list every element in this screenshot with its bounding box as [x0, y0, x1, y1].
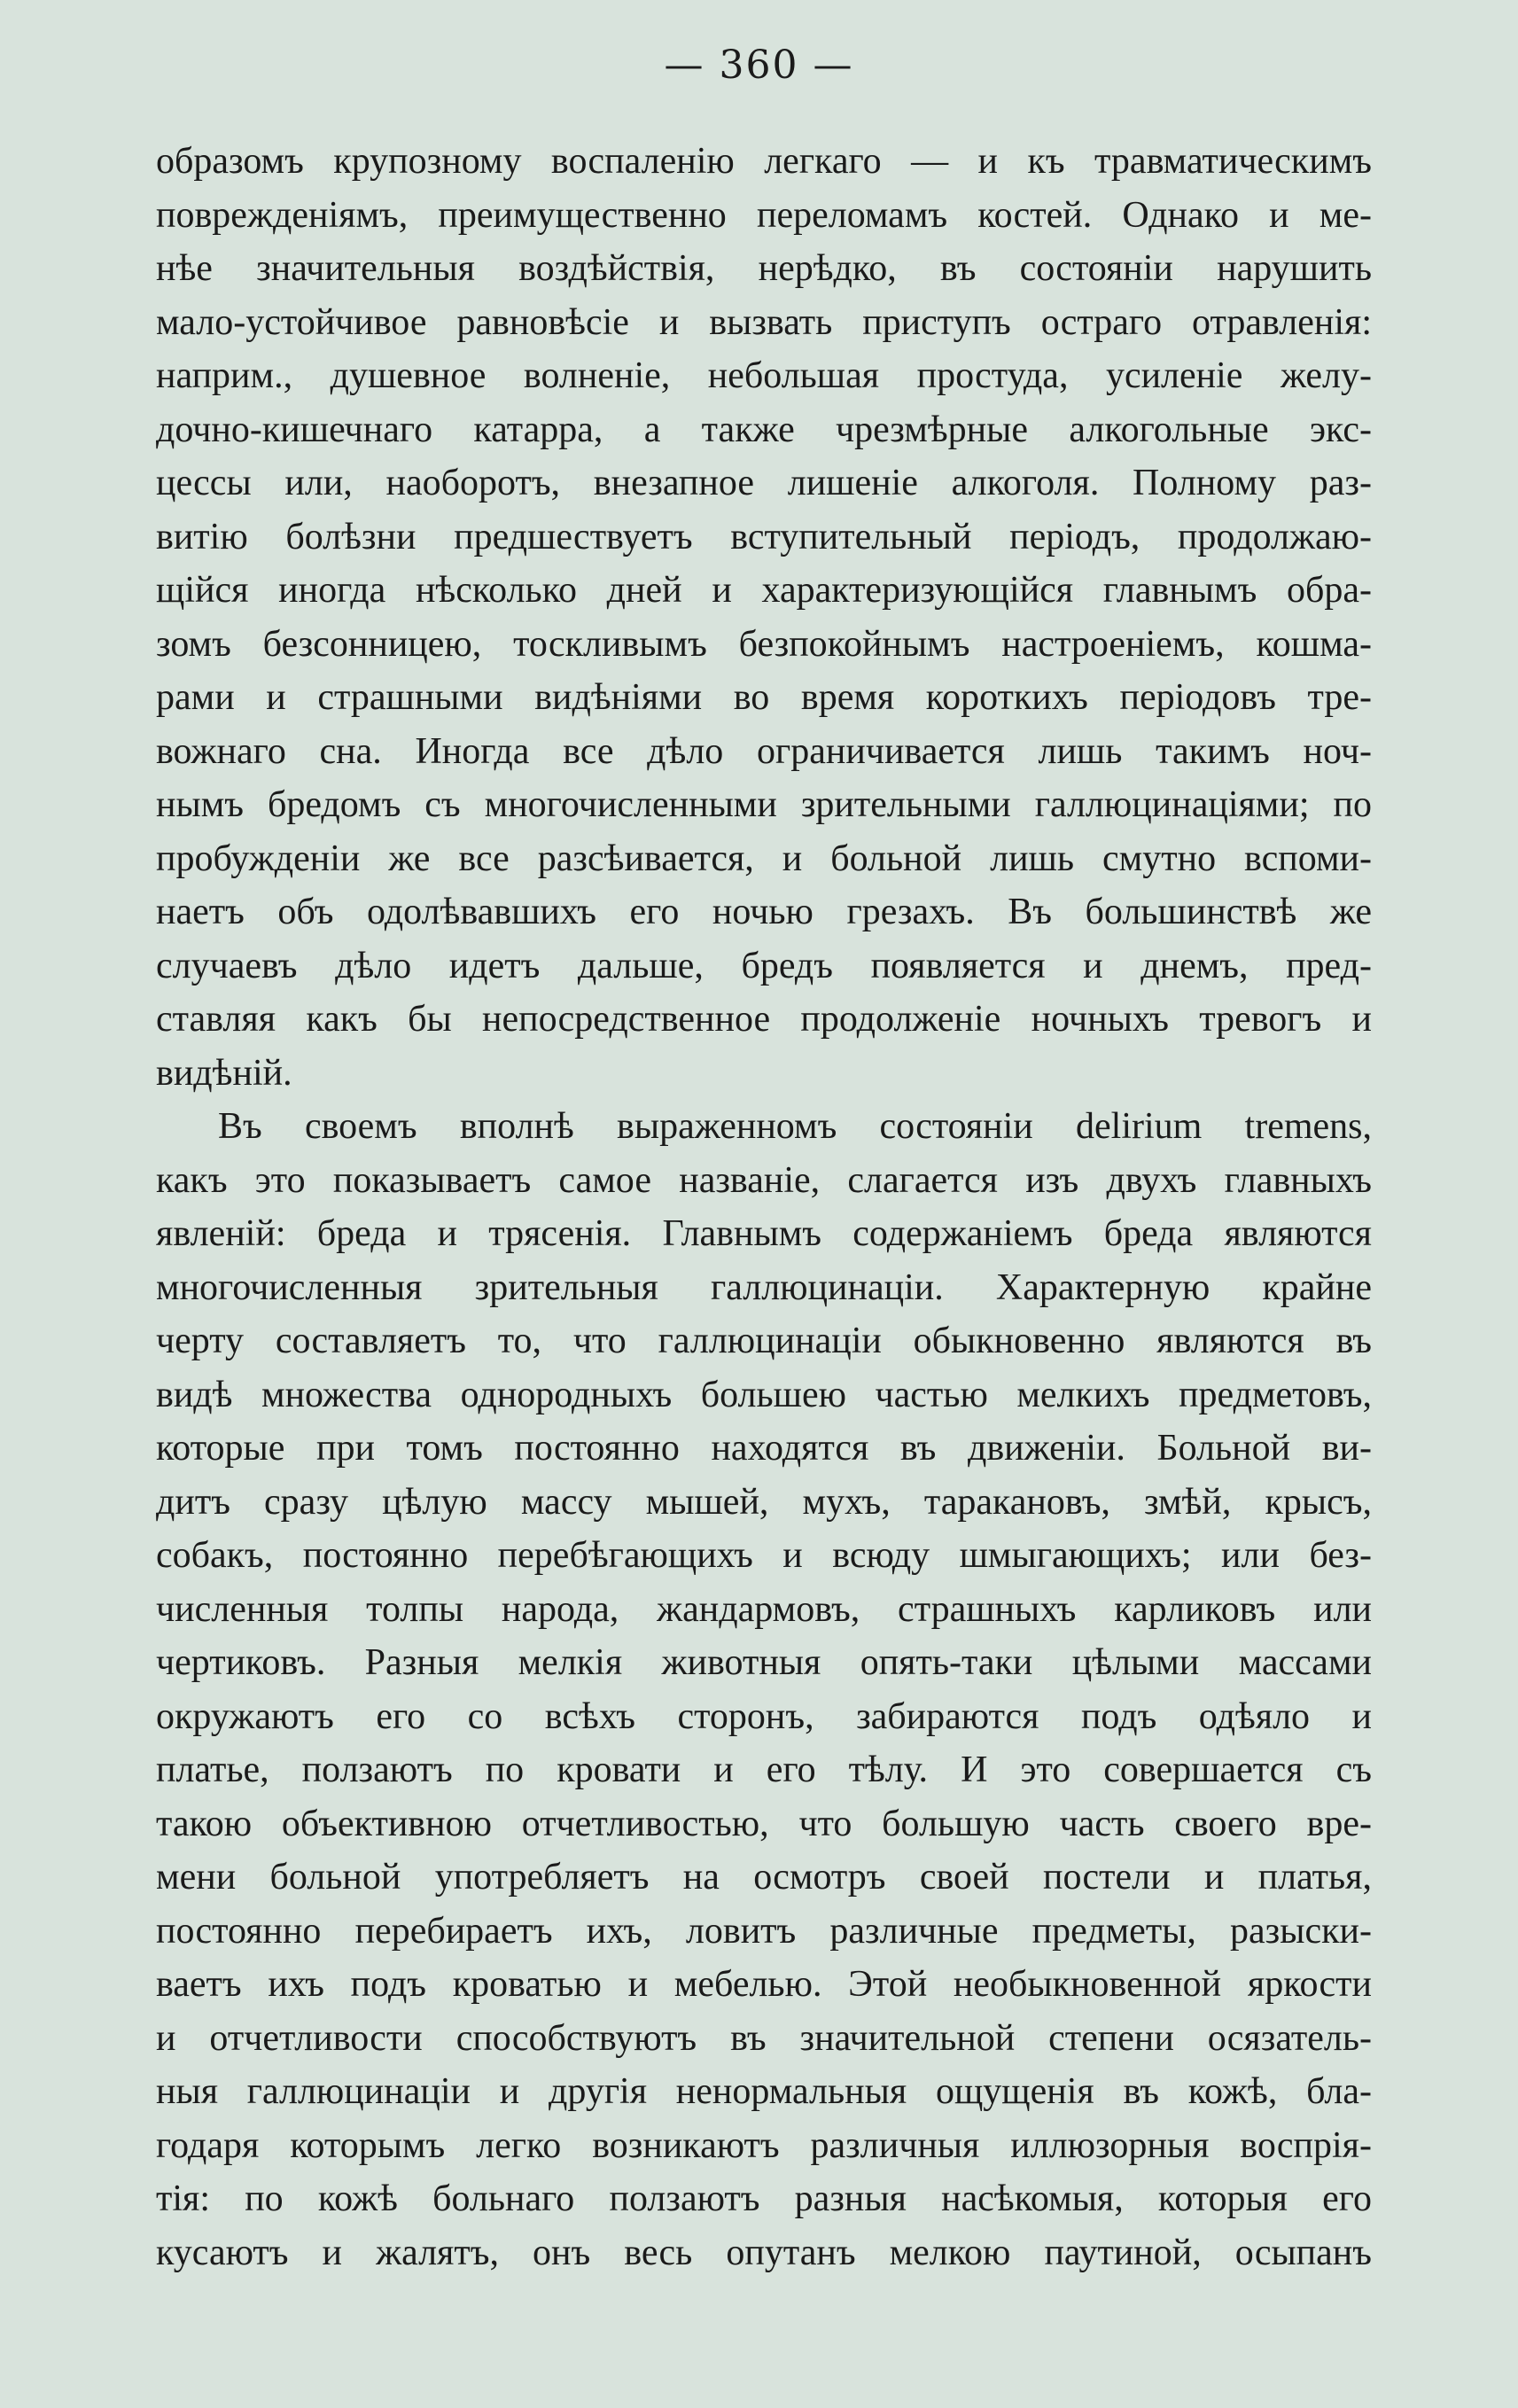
text-line: платье, ползаютъ по кровати и его тѣлу. И это совершается съ	[156, 1750, 1372, 1790]
text-line: постоянно перебираетъ ихъ, ловитъ различные предметы, разыски-	[156, 1910, 1372, 1952]
text-line: тія: по кожѣ больнаго ползаютъ разныя насѣкомыя, которыя его	[156, 2178, 1372, 2219]
text-line: годаря которымъ легко возникаютъ различныя иллюзорныя воспрія-	[156, 2124, 1372, 2166]
text-line: образомъ крупозному воспаленію легкаго — и къ травматическимъ	[156, 141, 1372, 182]
text-line: черту составляетъ то, что галлюцинаціи обыкновенно являются въ	[156, 1321, 1372, 1361]
text-line: чертиковъ. Разныя мелкія животныя опять-таки цѣлыми массами	[156, 1642, 1372, 1683]
text-line: и отчетливости способствуютъ въ значительной степени осязатель-	[156, 2017, 1372, 2059]
text-line: дочно-кишечнаго катарра, а также чрезмѣрные алкогольные экс-	[156, 409, 1372, 450]
text-line: ставляя какъ бы непосредственное продолженіе ночныхъ тревогъ и	[156, 999, 1372, 1040]
text-line: многочисленныя зрительныя галлюцинаціи. Характерную крайне	[156, 1266, 1372, 1308]
text-line: собакъ, постоянно перебѣгающихъ и всюду шмыгающихъ; или без-	[156, 1535, 1372, 1576]
paragraph-1	[156, 135, 1372, 1100]
text-line: щійся иногда нѣсколько дней и характеризующійся главнымъ обра-	[156, 570, 1372, 611]
text-line: кусаютъ и жалятъ, онъ весь опутанъ мелкою паутиной, осыпанъ	[156, 2232, 1372, 2273]
text-line: явленій: бреда и трясенія. Главнымъ содержаніемъ бреда являются	[156, 1213, 1372, 1254]
text-line: которые при томъ постоянно находятся въ движеніи. Больной ви-	[156, 1428, 1372, 1469]
text-line: вожнаго сна. Иногда все дѣло ограничивается лишь такимъ ноч-	[156, 730, 1372, 772]
text-line: цессы или, наоборотъ, внезапное лишеніе алкоголя. Полному раз-	[156, 463, 1372, 503]
text-line: такою объективною отчетливостью, что большую часть своего вре-	[156, 1803, 1372, 1844]
text-line: случаевъ дѣло идетъ дальше, бредъ появляется и днемъ, пред-	[156, 945, 1372, 986]
text-line: витію болѣзни предшествуетъ вступительный періодъ, продолжаю-	[156, 516, 1372, 557]
text-line: пробужденіи же все разсѣивается, и больной лишь смутно вспоми-	[156, 838, 1372, 879]
page-number: — 360 —	[664, 43, 854, 88]
text-line: мало-устойчивое равновѣсіе и вызвать приступъ остраго отравленія:	[156, 301, 1372, 343]
text-line: зомъ безсонницею, тоскливымъ безпокойнымъ настроеніемъ, кошма-	[156, 623, 1372, 665]
text-line: поврежденіямъ, преимущественно переломамъ костей. Однако и ме-	[156, 194, 1372, 236]
body-text	[156, 135, 1372, 2279]
text-line: наприм., душевное волненіе, небольшая простуда, усиленіе желу-	[156, 355, 1372, 396]
text-line: ныя галлюцинаціи и другія ненормальныя ощущенія въ кожѣ, бла-	[156, 2071, 1372, 2112]
text-line: нѣе значительныя воздѣйствія, нерѣдко, въ состояніи нарушить	[156, 248, 1372, 289]
text-line: нымъ бредомъ съ многочисленными зрительными галлюцинаціями; по	[156, 784, 1372, 825]
text-line: дитъ сразу цѣлую массу мышей, мухъ, таракановъ, змѣй, крысъ,	[156, 1481, 1372, 1523]
text-line: мени больной употребляетъ на осмотръ своей постели и платья,	[156, 1857, 1372, 1898]
paragraph-2	[156, 1100, 1372, 2279]
text-line: видѣній.	[156, 1052, 292, 1094]
text-line: рами и страшными видѣніями во время короткихъ періодовъ тре-	[156, 677, 1372, 718]
text-line: окружаютъ его со всѣхъ сторонъ, забираются подъ одѣяло и	[156, 1695, 1372, 1737]
text-line: численныя толпы народа, жандармовъ, страшныхъ карликовъ или	[156, 1588, 1372, 1630]
text-line: видѣ множества однородныхъ большею частью мелкихъ предметовъ,	[156, 1374, 1372, 1415]
text-line: Въ своемъ вполнѣ выраженномъ состояніи delirium tremens,	[218, 1106, 1372, 1147]
text-line: какъ это показываетъ самое названіе, слагается изъ двухъ главныхъ	[156, 1159, 1372, 1201]
text-line: ваетъ ихъ подъ кроватью и мебелью. Этой необыкновенной яркости	[156, 1964, 1372, 2005]
text-line: наетъ объ одолѣвавшихъ его ночью грезахъ. Въ большинствѣ же	[156, 892, 1372, 932]
